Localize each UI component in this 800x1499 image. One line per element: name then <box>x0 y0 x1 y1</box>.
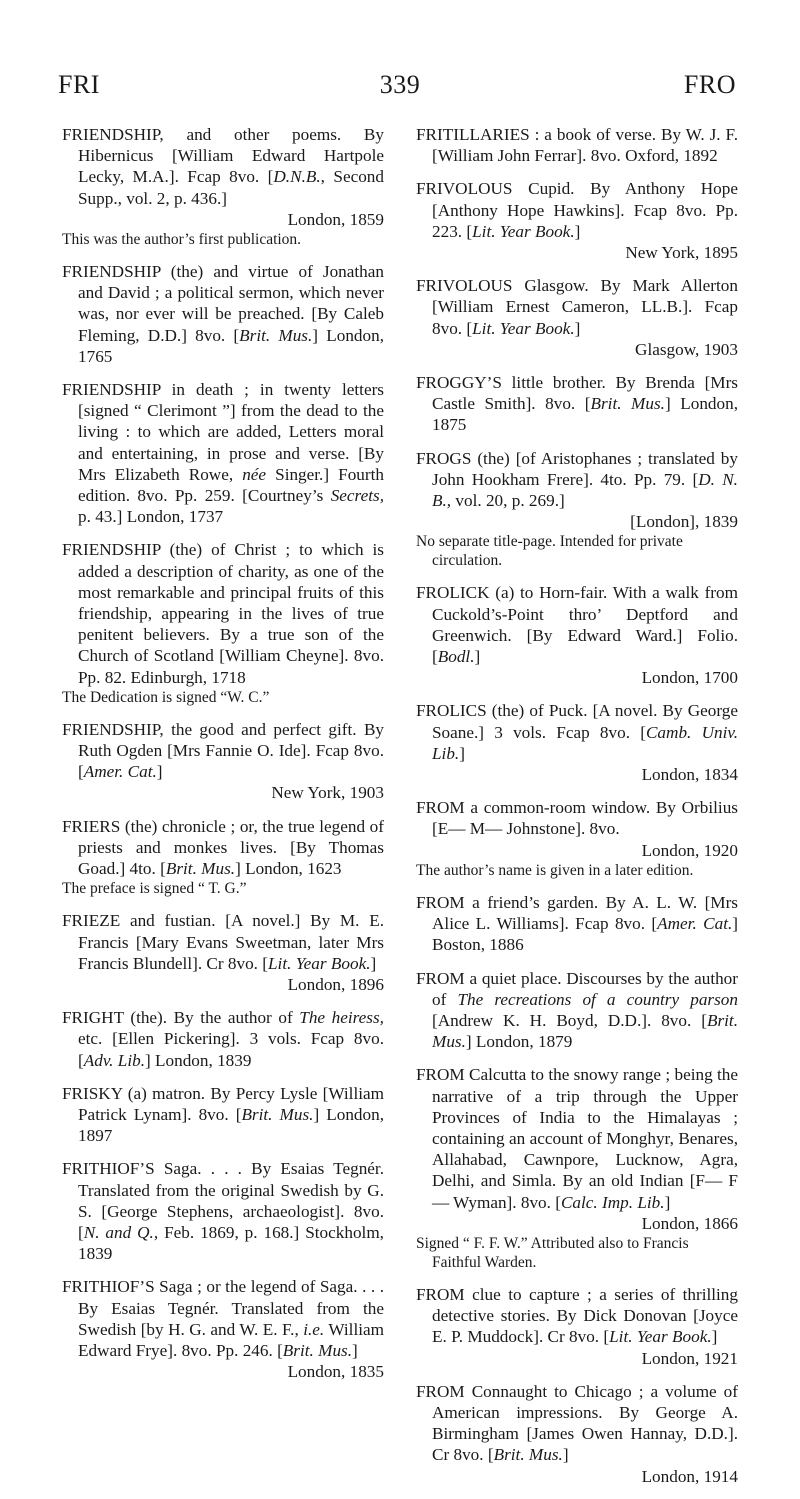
bibliography-entry <box>416 582 738 688</box>
entry-text: ] <box>156 762 163 782</box>
bibliography-entry <box>62 719 384 804</box>
left-column <box>62 124 384 1394</box>
running-header <box>0 70 800 110</box>
entry-italic-text: née <box>242 464 267 484</box>
entry-imprint: London, 1866 <box>641 1213 738 1233</box>
entry-text: ] <box>459 743 465 763</box>
bibliography-entry <box>416 178 738 263</box>
entry-imprint: London, 1834 <box>641 765 738 785</box>
entry-italic-text: Brit. Mus. <box>239 325 313 345</box>
entry-text: ] London, 1839 <box>145 1050 252 1070</box>
entry-text: ] <box>711 1327 718 1347</box>
entry-text: FROM a friend’s garden. By A. L. W. [Mrs Alice L. Williams]. Fcap 8vo. [ <box>416 892 738 934</box>
entry-italic-text: Brit. Mus. <box>493 1445 563 1465</box>
entry-imprint: London, 1835 <box>287 1362 384 1382</box>
entry-note: The preface is signed “ T. G.” <box>62 880 247 898</box>
bibliography-entry <box>62 1083 384 1147</box>
entry-text: vol. 20, p. 269.] <box>451 491 565 511</box>
bibliography-entry <box>416 1381 738 1487</box>
entry-text: ] <box>352 1340 358 1360</box>
bibliography-entry <box>416 1064 738 1272</box>
entry-text: ] <box>664 1192 671 1212</box>
entry-imprint: [London], 1839 <box>630 512 738 532</box>
bibliography-entry <box>416 372 738 436</box>
entry-text: ] London, 1623 <box>235 859 342 879</box>
entry-italic-text: Lit. Year Book. <box>472 318 575 338</box>
entry-italic-text: D.N.B. <box>273 167 321 187</box>
entry-text: FRIENDSHIP, and other poems. By Hibernicus [William Edward Hartpole Lecky, M.A.]. Fcap 8vo. [ <box>62 125 384 187</box>
entry-italic-text: Brit. Mus. <box>165 859 236 879</box>
entry-text: ] London, 1897 <box>78 1104 384 1146</box>
entry-imprint: London, 1700 <box>641 668 738 688</box>
entry-italic-text: Brit. Mus. <box>590 394 665 414</box>
entry-text: FRISKY (a) matron. By Percy Lysle [William Patrick Lynam]. 8vo. [ <box>62 1083 384 1124</box>
entry-italic-text: N. and Q., <box>83 1222 159 1242</box>
entry-text: FROGGY’S little brother. By Brenda [Mrs Castle Smith]. 8vo. [ <box>416 373 738 414</box>
bibliography-entry <box>62 539 384 706</box>
entry-text: , Second Supp., vol. 2, p. 436.] <box>78 167 384 208</box>
bibliography-entry <box>62 1276 384 1382</box>
entry-italic-text: Brit. Mus. <box>241 1104 314 1124</box>
entry-imprint: London, 1914 <box>641 1466 738 1486</box>
bibliography-entry <box>416 1284 738 1369</box>
bibliography-entry <box>62 910 384 995</box>
entry-italic-text: Lit. Year Book. <box>268 953 371 973</box>
entry-text: William Edward Frye]. 8vo. Pp. 246. [ <box>78 1319 384 1360</box>
entry-text: FRIEZE and fustian. [A novel.] By M. E. Francis [Mary Evans Sweetman, later Mrs Francis Blundell]. Cr 8vo. [ <box>62 911 384 973</box>
entry-italic-text: Calc. Imp. Lib. <box>560 1192 665 1212</box>
entry-imprint: New York, 1895 <box>625 243 738 263</box>
entry-text: etc. [Ellen Pickering]. 3 vols. Fcap 8vo. [ <box>78 1029 384 1070</box>
entry-text: ] London, 1879 <box>465 1032 573 1052</box>
entry-imprint: New York, 1903 <box>271 783 384 803</box>
entry-text: ] <box>562 1445 569 1465</box>
entry-text: FROM a common-room window. By Orbilius [E— M— Johnstone]. 8vo. <box>416 798 738 839</box>
page-number: 339 <box>379 70 421 99</box>
entry-text: FRITILLARIES : a book of verse. By W. J. F. [William John Ferrar]. 8vo. Oxford, 1892 <box>416 125 738 166</box>
entry-italic-text: Brit. Mus. <box>282 1340 353 1360</box>
header-left-guide-word: FRI <box>58 70 100 99</box>
header-right-guide-word: FRO <box>683 70 736 99</box>
entry-note: The author’s name is given in a later edition. <box>416 861 694 879</box>
entry-text: ] London, 1875 <box>432 394 738 435</box>
entry-imprint: London, 1920 <box>641 840 738 860</box>
entry-note: No separate title-page. Intended for private circulation. <box>416 533 683 570</box>
bibliography-entry <box>62 1007 384 1071</box>
entry-text: FROGS (the) [of Aristophanes ; translated by John Hookham Frere]. 4to. Pp. 79. [ <box>416 448 738 489</box>
entry-text: FROM a quiet place. Discourses by the author of <box>416 968 738 1009</box>
bibliography-entry <box>416 968 738 1053</box>
entry-italic-text: The recreations of a country parson <box>457 989 738 1009</box>
bibliography-entry <box>62 816 384 899</box>
bibliography-entry <box>416 124 738 166</box>
entry-text: FRIVOLOUS Glasgow. By Mark Allerton [William Ernest Cameron, LL.B.]. Fcap 8vo. [ <box>416 276 738 338</box>
entry-italic-text: Brit. Mus. <box>432 1010 738 1052</box>
entry-italic-text: Adv. Lib. <box>83 1050 145 1070</box>
entry-text: FRIERS (the) chronicle ; or, the true legend of priests and monkes lives. [By Thomas Goad.] 4to. [ <box>62 816 384 879</box>
entry-text: ] <box>574 318 581 338</box>
entry-text: FRITHIOF’S Saga. . . . By Esaias Tegnér. Translated from the original Swedish by G. S. [George Stephens, archaeologist]. 8vo. [ <box>62 1159 384 1242</box>
entry-italic-text: Bodl. <box>437 647 475 667</box>
entry-italic-text: i.e. <box>303 1319 325 1339</box>
entry-text: [Andrew K. H. Boyd, D.D.]. 8vo. [ <box>432 1010 707 1030</box>
entry-note: Signed “ F. F. W.” Attributed also to Francis Faithful Warden. <box>416 1234 689 1271</box>
entry-imprint: London, 1921 <box>641 1348 738 1368</box>
entry-text: FROM Connaught to Chicago ; a volume of American impressions. By George A. Birmingham [James Owen Hannay, D.D.]. Cr 8vo. [ <box>416 1381 738 1465</box>
entry-imprint: London, 1859 <box>287 209 384 229</box>
bibliography-entry <box>416 275 738 360</box>
entry-text: ] Boston, 1886 <box>432 914 738 955</box>
entry-text: ] <box>370 953 377 973</box>
entry-italic-text: Lit. Year Book. <box>609 1327 712 1347</box>
entry-italic-text: The heiress, <box>299 1008 384 1028</box>
entry-text: FRIVOLOUS Cupid. By Anthony Hope [Anthony Hope Hawkins]. Fcap 8vo. Pp. 223. [ <box>416 179 738 241</box>
entry-text: ] <box>474 647 481 667</box>
entry-text: FROLICS (the) of Puck. [A novel. By George Soane.] 3 vols. Fcap 8vo. [ <box>416 701 738 742</box>
entry-italic-text: Amer. Cat. <box>83 762 157 782</box>
entry-text: FRIGHT (the). By the author of <box>62 1008 300 1028</box>
entry-note: The Dedication is signed “W. C.” <box>62 688 270 706</box>
bibliography-entry <box>62 1158 384 1264</box>
entry-text: FRIENDSHIP (the) of Christ ; to which is added a description of charity, as one of the most remarkable and principal fruits of this friendship, appearing in the lives of true penitent believers. By a true son of the Church of Scotland [William Cheyne]. 8vo. Pp. 82. Edinburgh, 1718 <box>62 540 384 687</box>
entry-italic-text: Camb. Univ. Lib. <box>432 722 738 763</box>
entry-text: FROM Calcutta to the snowy range ; being the narrative of a trip through the Upper Provinces of India to the Himalayas ; containing an account of Monghyr, Benares, Allahabad, Cawnpore, Lucknow, Agra, Delhi, and Simla. By an old Indian [F— F— Wyman]. 8vo. [ <box>416 1065 738 1212</box>
entry-italic-text: Amer. Cat. <box>657 914 733 934</box>
entry-text: p. 43.] London, 1737 <box>78 507 224 527</box>
entry-text: ] <box>574 221 581 241</box>
bibliography-entry <box>416 700 738 785</box>
entry-text: FROM clue to capture ; a series of thrilling detective stories. By Dick Donovan [Joyce E. P. Muddock]. Cr 8vo. [ <box>416 1284 738 1347</box>
entry-note: This was the author’s first publication. <box>62 231 302 249</box>
entry-text: ] London, 1765 <box>78 325 384 366</box>
bibliography-entry <box>62 379 384 527</box>
bibliography-entry <box>62 261 384 367</box>
entry-imprint: London, 1896 <box>287 974 384 994</box>
bibliography-entry <box>416 892 738 956</box>
entry-imprint: Glasgow, 1903 <box>635 339 738 359</box>
entry-text: FROLICK (a) to Horn-fair. With a walk from Cuckold’s-Point thro’ Deptford and Greenwich. [By Edward Ward.] Folio. [ <box>416 583 738 667</box>
entry-text: FRIENDSHIP (the) and virtue of Jonathan and David ; a political sermon, which never was, nor ever will be preached. [By Caleb Fleming, D.D.] 8vo. [ <box>62 262 384 345</box>
bibliography-entry <box>62 124 384 249</box>
entry-text: FRITHIOF’S Saga ; or the legend of Saga. . . . By Esaias Tegnér. Translated from the Swedish [by H. G. and W. E. F., <box>62 1277 384 1339</box>
entry-text: FRIENDSHIP, the good and perfect gift. By Ruth Ogden [Mrs Fannie O. Ide]. Fcap 8vo. [ <box>62 719 384 782</box>
entry-text: Singer.] Fourth edition. 8vo. Pp. 259. [Courtney’s <box>78 464 384 506</box>
right-column <box>416 124 738 1499</box>
entry-italic-text: D. N. B., <box>432 469 738 511</box>
bibliography-entry <box>416 797 738 880</box>
entry-text: Feb. 1869, p. 168.] Stockholm, 1839 <box>78 1222 384 1264</box>
entry-text: FRIENDSHIP in death ; in twenty letters [signed “ Clerimont ”] from the dead to the living : to which are added, Letters moral and entertaining, in prose and verse. [By Mrs Elizabeth Rowe, <box>62 380 384 484</box>
entry-italic-text: Lit. Year Book. <box>472 221 575 241</box>
entry-italic-text: Secrets, <box>330 486 384 506</box>
bibliography-entry <box>416 448 738 571</box>
